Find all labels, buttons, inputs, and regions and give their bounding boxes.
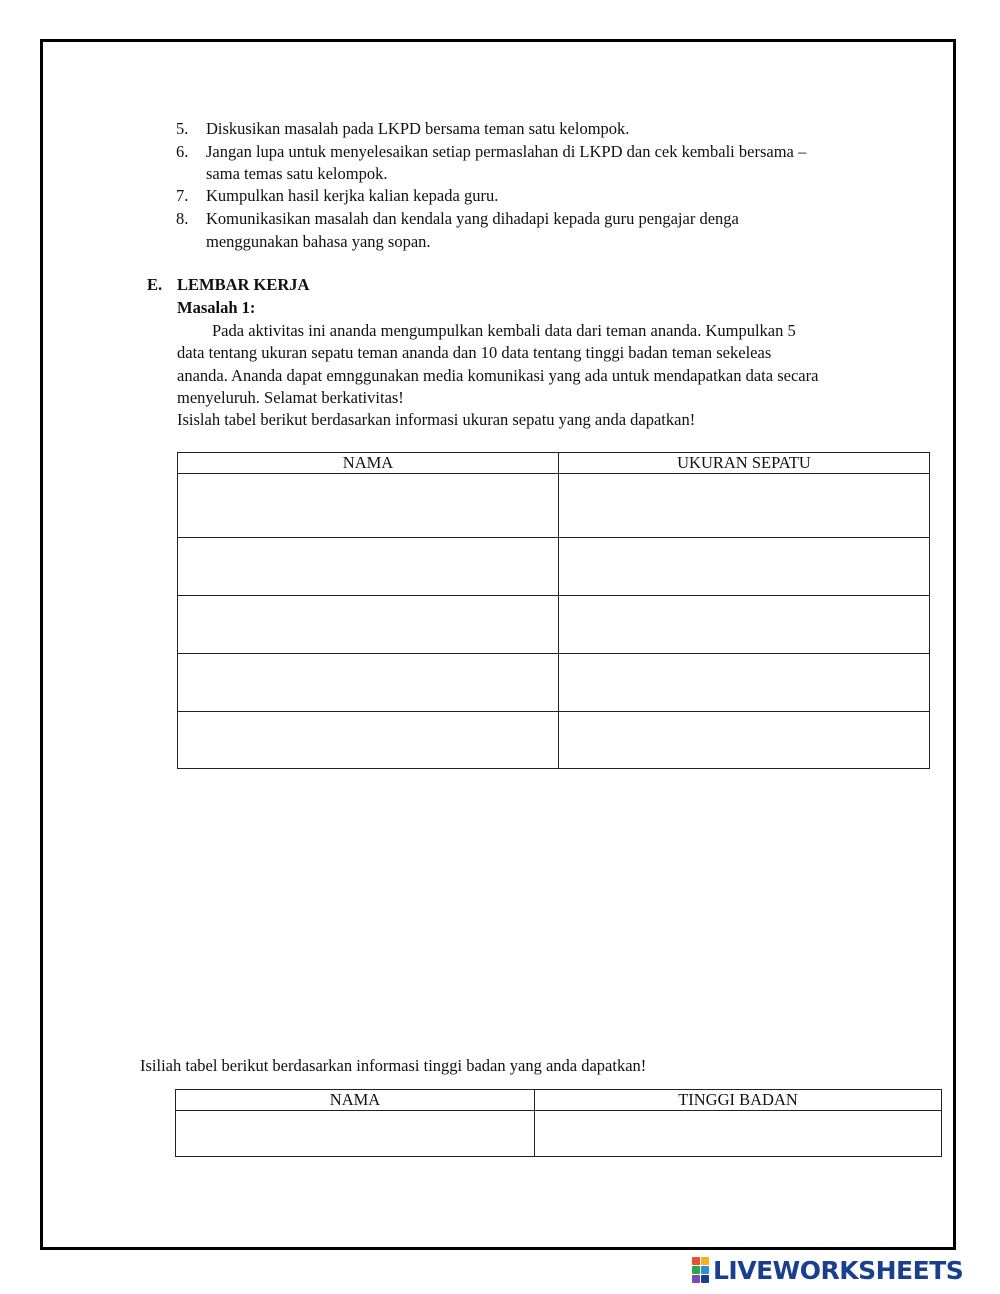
shoe-size-cell[interactable]: [559, 538, 930, 596]
column-header-nama: NAMA: [178, 453, 559, 474]
shoe-size-cell[interactable]: [559, 474, 930, 538]
column-header-tinggi-badan: TINGGI BADAN: [535, 1090, 942, 1111]
name-cell[interactable]: [178, 474, 559, 538]
column-header-ukuran-sepatu: UKURAN SEPATU: [559, 453, 930, 474]
table2-instruction: Isiliah tabel berikut berdasarkan informasi tinggi badan yang anda dapatkan!: [140, 1056, 647, 1075]
section-title: LEMBAR KERJA: [177, 275, 310, 294]
table1-instruction: Isislah tabel berikut berdasarkan informasi ukuran sepatu yang anda dapatkan!: [177, 410, 696, 429]
name-cell[interactable]: [178, 596, 559, 654]
liveworksheets-logo: [692, 1255, 963, 1285]
column-header-nama: NAMA: [176, 1090, 535, 1111]
list-number: 7.: [176, 186, 189, 205]
table-row: [178, 654, 930, 712]
name-cell[interactable]: [178, 538, 559, 596]
name-cell[interactable]: [178, 654, 559, 712]
table-row: [176, 1111, 942, 1157]
name-cell[interactable]: [178, 712, 559, 769]
list-item: Kumpulkan hasil kerjka kalian kepada guru.: [206, 186, 499, 205]
logo-text: LIVEWORKSHEETS: [713, 1255, 964, 1285]
name-cell[interactable]: [176, 1111, 535, 1157]
paragraph-line: Pada aktivitas ini ananda mengumpulkan kembali data dari teman ananda. Kumpulkan 5: [212, 321, 796, 340]
paragraph-line: menyeluruh. Selamat berkativitas!: [177, 388, 404, 407]
table-header-row: [176, 1090, 942, 1111]
paragraph-line: data tentang ukuran sepatu teman ananda dan 10 data tentang tinggi badan teman sekeleas: [177, 343, 772, 362]
list-item-continued: menggunakan bahasa yang sopan.: [206, 232, 431, 251]
list-number: 8.: [176, 209, 189, 228]
table-row: [178, 474, 930, 538]
shoe-size-table: [177, 452, 930, 769]
table-header-row: [178, 453, 930, 474]
table-row: [178, 538, 930, 596]
list-number: 6.: [176, 142, 189, 161]
section-letter: E.: [147, 275, 163, 294]
table-row: [178, 596, 930, 654]
shoe-size-cell[interactable]: [559, 654, 930, 712]
list-item: Komunikasikan masalah dan kendala yang dihadapi kepada guru pengajar denga: [206, 209, 739, 228]
list-item: Diskusikan masalah pada LKPD bersama teman satu kelompok.: [206, 119, 630, 138]
list-item-continued: sama temas satu kelompok.: [206, 164, 388, 183]
table-row: [178, 712, 930, 769]
shoe-size-cell[interactable]: [559, 596, 930, 654]
shoe-size-cell[interactable]: [559, 712, 930, 769]
liveworksheets-logo-icon: [692, 1257, 709, 1283]
height-table: [175, 1089, 942, 1157]
problem-title: Masalah 1:: [177, 298, 256, 317]
list-number: 5.: [176, 119, 189, 138]
height-cell[interactable]: [535, 1111, 942, 1157]
list-item: Jangan lupa untuk menyelesaikan setiap permaslahan di LKPD dan cek kembali bersama –: [206, 142, 807, 161]
paragraph-line: ananda. Ananda dapat emnggunakan media komunikasi yang ada untuk mendapatkan data secara: [177, 366, 819, 385]
